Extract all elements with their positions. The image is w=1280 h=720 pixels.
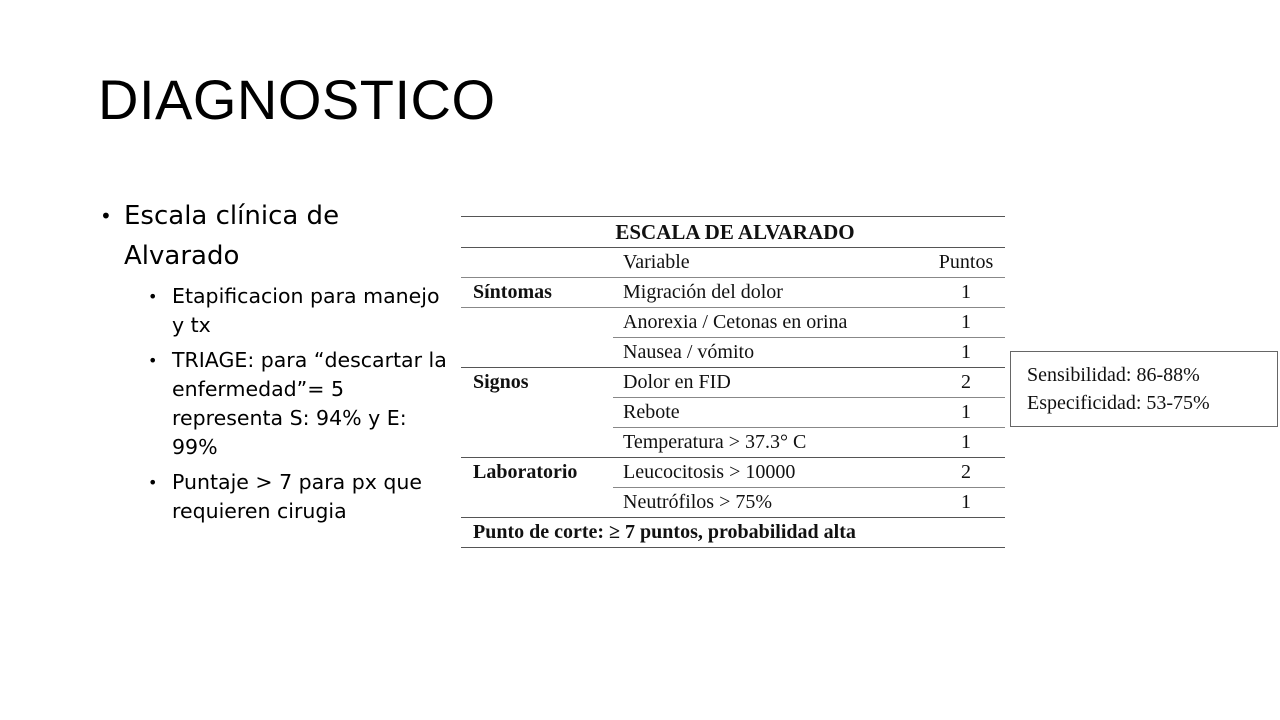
category-signos: Signos bbox=[473, 371, 529, 394]
bullet-list bbox=[100, 196, 450, 526]
sub-bullet-etapificacion bbox=[100, 282, 450, 340]
table-row bbox=[461, 368, 1005, 398]
points-cell: 1 bbox=[923, 338, 1005, 368]
variable-cell: Temperatura > 37.3° C bbox=[613, 428, 923, 458]
table-title-row bbox=[461, 217, 1005, 248]
table-row bbox=[461, 488, 1005, 518]
table-row bbox=[461, 428, 1005, 458]
bullet-dot-icon: • bbox=[148, 287, 158, 306]
points-cell: 1 bbox=[923, 398, 1005, 428]
header-points: Puntos bbox=[923, 248, 1005, 278]
points-cell: 1 bbox=[923, 278, 1005, 308]
category-sintomas: Síntomas bbox=[461, 278, 613, 308]
table-row bbox=[461, 308, 1005, 338]
specificity-text: Especificidad: 53-75% bbox=[1027, 392, 1210, 414]
slide-title: DIAGNOSTICO bbox=[98, 68, 496, 131]
points-cell: 1 bbox=[923, 308, 1005, 338]
table-header-row bbox=[461, 248, 1005, 278]
variable-cell: Leucocitosis > 10000 bbox=[613, 458, 923, 488]
variable-cell: Dolor en FID bbox=[613, 368, 923, 398]
sensitivity-box bbox=[1010, 351, 1278, 427]
sub-bullet-text: Etapificacion para manejo y tx bbox=[172, 284, 440, 337]
table-row bbox=[461, 278, 1005, 308]
table-cutoff-row bbox=[461, 518, 1005, 548]
points-cell: 2 bbox=[923, 458, 1005, 488]
bullet-dot-icon: • bbox=[148, 473, 158, 492]
table-title: ESCALA DE ALVARADO bbox=[461, 217, 1005, 248]
sub-bullet-text: TRIAGE: para “descartar la enfermedad”= 5 representa S: 94% y E: 99% bbox=[172, 348, 447, 459]
table-row bbox=[461, 398, 1005, 428]
variable-cell: Neutrófilos > 75% bbox=[613, 488, 923, 518]
sub-bullet-text: Puntaje > 7 para px que requieren cirugia bbox=[172, 470, 423, 523]
points-cell: 1 bbox=[923, 428, 1005, 458]
bullet-text: Escala clínica de Alvarado bbox=[124, 201, 340, 271]
points-cell: 2 bbox=[923, 368, 1005, 398]
sub-bullet-triage bbox=[100, 346, 450, 462]
sub-bullet-puntaje bbox=[100, 468, 450, 526]
alvarado-table bbox=[461, 216, 1005, 548]
variable-cell: Rebote bbox=[613, 398, 923, 428]
bullet-escala bbox=[100, 196, 450, 276]
header-variable: Variable bbox=[613, 248, 923, 278]
bullet-dot-icon: • bbox=[148, 351, 158, 370]
table-row bbox=[461, 338, 1005, 368]
bullet-dot-icon: • bbox=[100, 204, 112, 228]
variable-cell: Anorexia / Cetonas en orina bbox=[613, 308, 923, 338]
cutoff-text: Punto de corte: ≥ 7 puntos, probabilidad alta bbox=[461, 518, 1005, 548]
sensitivity-text: Sensibilidad: 86-88% bbox=[1027, 364, 1200, 386]
variable-cell: Migración del dolor bbox=[613, 278, 923, 308]
category-laboratorio: Laboratorio bbox=[473, 461, 578, 484]
points-cell: 1 bbox=[923, 488, 1005, 518]
table-row bbox=[461, 458, 1005, 488]
variable-cell: Nausea / vómito bbox=[613, 338, 923, 368]
